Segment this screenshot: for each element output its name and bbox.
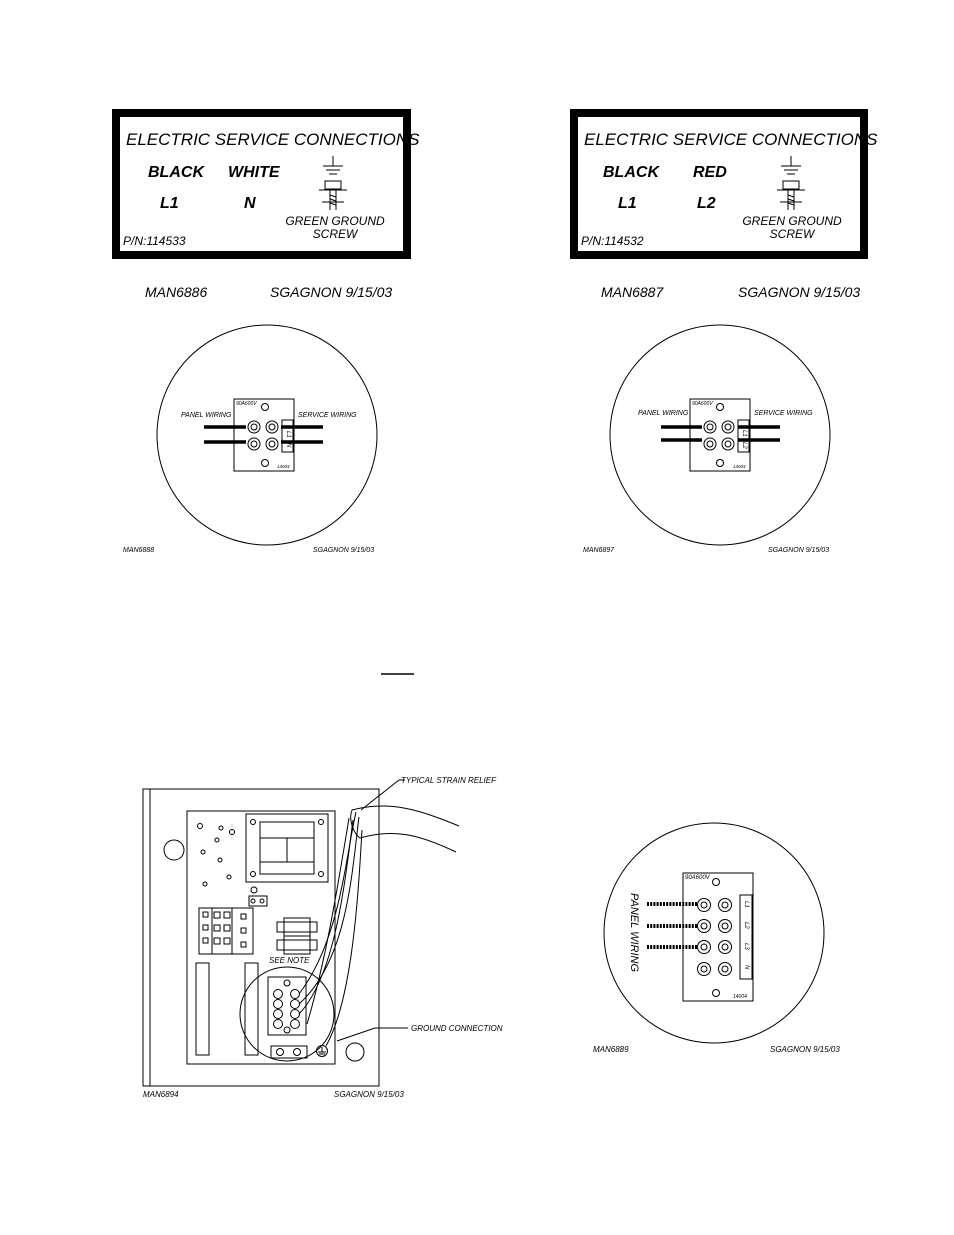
detail-bottom-drawing-id: MAN6889 bbox=[593, 1045, 629, 1054]
label-right-term2: L2 bbox=[697, 195, 716, 212]
detail-right bbox=[610, 325, 830, 545]
label-left-term2: N bbox=[244, 195, 256, 212]
label-right-signature: SGAGNON 9/15/03 bbox=[738, 284, 861, 300]
detail-left-drawing-id: MAN6888 bbox=[123, 547, 155, 554]
label-left-drawing-id: MAN6886 bbox=[145, 284, 208, 300]
detail-left-block-rating: 90A600V bbox=[236, 401, 257, 407]
detail-left-block-part: 14004 bbox=[277, 464, 290, 469]
terminal-block bbox=[234, 399, 294, 471]
detail-left-block-term: N bbox=[285, 443, 291, 448]
label-right-ground-line2: SCREW bbox=[769, 227, 815, 241]
label-right-wire1: BLACK bbox=[603, 164, 659, 181]
label-left-heading: ELECTRIC SERVICE CONNECTIONS bbox=[126, 130, 420, 149]
ground-connection-label: GROUND CONNECTION bbox=[411, 1024, 503, 1033]
detail-bottom-block-term: L3 bbox=[743, 943, 749, 950]
detail-right-panel-wiring: PANEL WIRING bbox=[638, 410, 689, 417]
detail-right-drawing-id: MAN6897 bbox=[583, 547, 615, 554]
detail-left-panel-wiring: PANEL WIRING bbox=[181, 412, 232, 419]
detail-bottom-block-rating: 90A600V bbox=[685, 875, 710, 881]
detail-right-service-wiring: SERVICE WIRING bbox=[754, 410, 813, 417]
label-left-wire2: WHITE bbox=[228, 164, 280, 181]
detail-bottom-panel-wiring: PANEL WIRING bbox=[628, 893, 640, 973]
terminal-block bbox=[690, 399, 750, 471]
label-left-ground-line1: GREEN GROUND bbox=[285, 214, 385, 228]
label-left-ground-line2: SCREW bbox=[312, 227, 358, 241]
detail-right-block-term: L1 bbox=[741, 430, 747, 437]
detail-bottom-block-term: N bbox=[743, 965, 749, 970]
strain-relief-label: TYPICAL STRAIN RELIEF bbox=[401, 776, 496, 785]
detail-left-block-term: L1 bbox=[285, 431, 291, 438]
leader-line bbox=[337, 1028, 408, 1041]
panel-drawing-signature: SGAGNON 9/15/03 bbox=[334, 1090, 404, 1099]
detail-bottom bbox=[604, 823, 824, 1043]
detail-left-service-wiring: SERVICE WIRING bbox=[298, 412, 357, 419]
panel-drawing bbox=[143, 789, 459, 1086]
label-right-term1: L1 bbox=[618, 195, 637, 212]
detail-right-block-rating: 90A600V bbox=[692, 401, 713, 407]
label-left-part-number: P/N:114533 bbox=[123, 234, 186, 248]
label-right-wire2: RED bbox=[693, 164, 727, 181]
label-right-heading: ELECTRIC SERVICE CONNECTIONS bbox=[584, 130, 878, 149]
label-right bbox=[570, 109, 878, 259]
terminal-block bbox=[683, 873, 753, 1001]
detail-right-block-part: 14004 bbox=[733, 464, 746, 469]
panel-drawing-id: MAN6894 bbox=[143, 1090, 179, 1099]
label-right-ground-line1: GREEN GROUND bbox=[742, 214, 842, 228]
label-right-drawing-id: MAN6887 bbox=[601, 284, 664, 300]
detail-left-signature: SGAGNON 9/15/03 bbox=[313, 547, 375, 554]
note-heading: NOTE bbox=[380, 661, 414, 675]
detail-left bbox=[157, 325, 377, 545]
leader-line bbox=[361, 780, 405, 810]
see-note-label: SEE NOTE bbox=[269, 956, 310, 965]
detail-bottom-signature: SGAGNON 9/15/03 bbox=[770, 1045, 840, 1054]
detail-right-block-term: L2 bbox=[741, 442, 747, 449]
label-left bbox=[112, 109, 420, 259]
detail-bottom-block-part: 14004 bbox=[733, 994, 747, 1000]
label-left-signature: SGAGNON 9/15/03 bbox=[270, 284, 393, 300]
label-right-part-number: P/N:114532 bbox=[581, 234, 644, 248]
detail-right-signature: SGAGNON 9/15/03 bbox=[768, 547, 830, 554]
label-left-term1: L1 bbox=[160, 195, 179, 212]
detail-bottom-block-term: L1 bbox=[743, 901, 749, 908]
detail-bottom-block-term: L2 bbox=[743, 922, 749, 929]
label-left-wire1: BLACK bbox=[148, 164, 204, 181]
